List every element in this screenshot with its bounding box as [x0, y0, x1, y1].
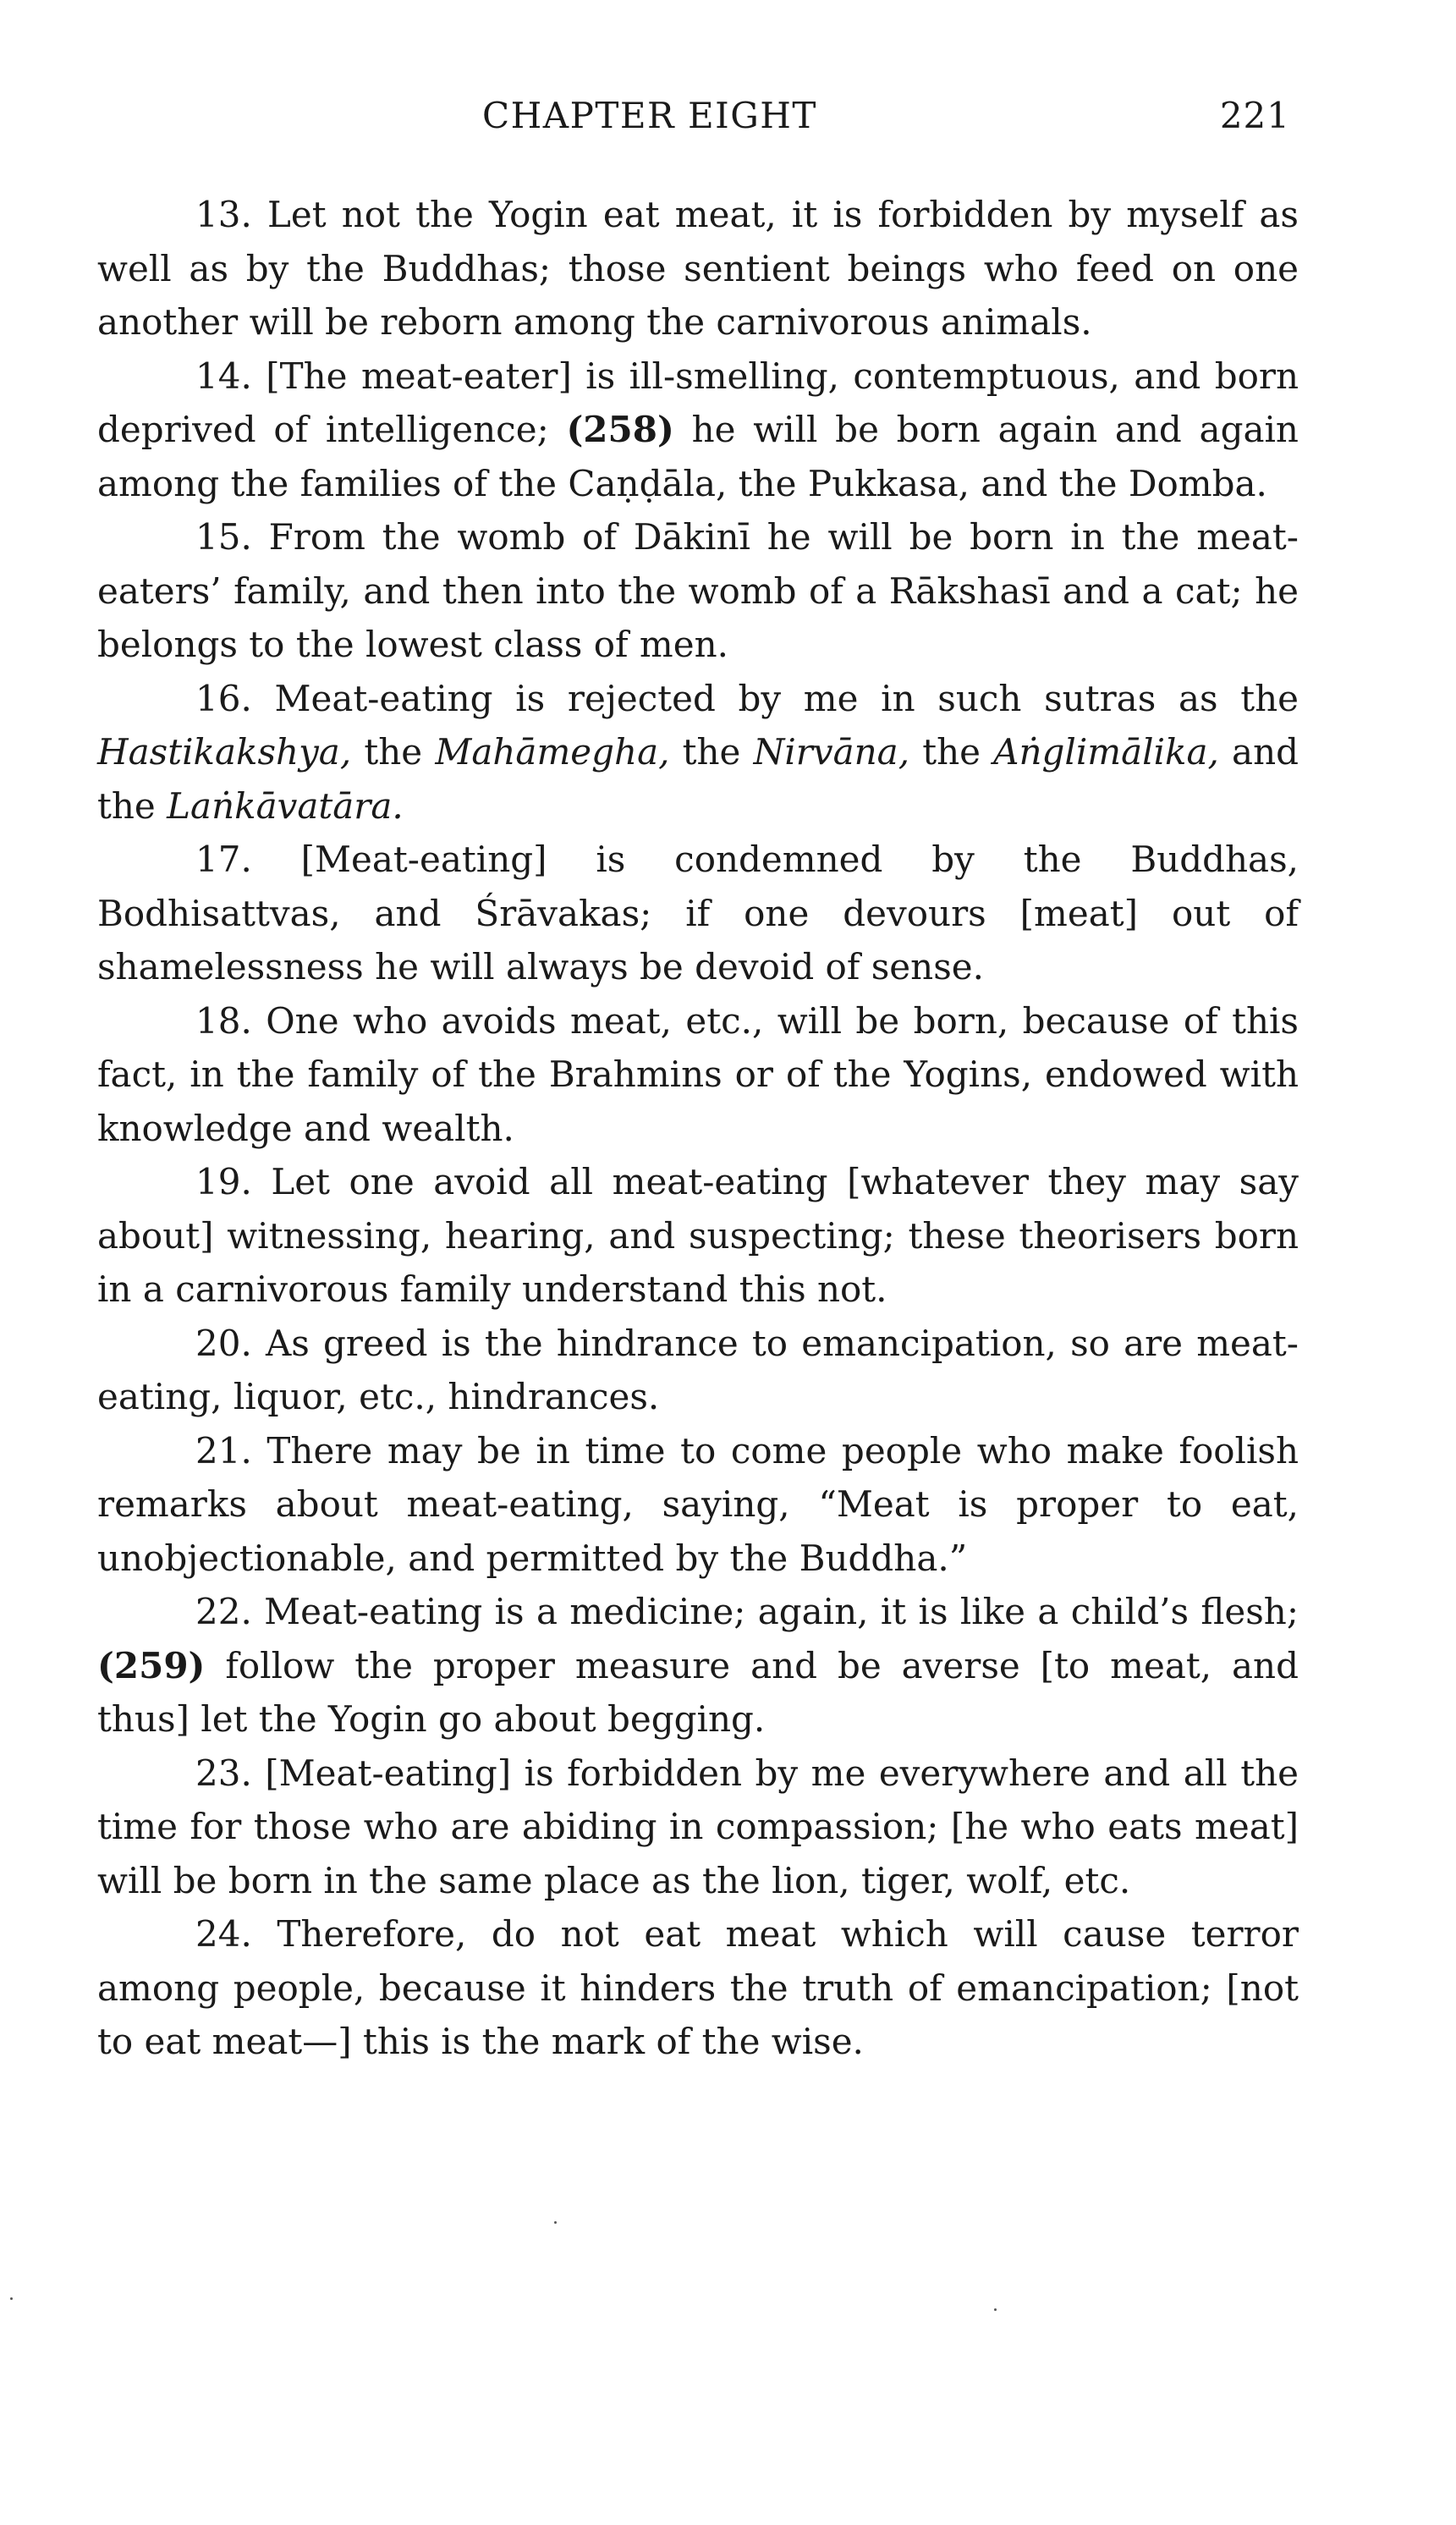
verse-text: the	[909, 731, 994, 773]
sutra-title: Nirvāna,	[753, 731, 910, 773]
sutra-title: Hastikakshya,	[97, 731, 352, 773]
verse-14	[97, 349, 1299, 511]
verse-text: the	[351, 731, 436, 773]
verse-text: 16. Meat-eating is rejected by me in such sutras as the	[195, 677, 1299, 719]
verse-21: 21. There may be in time to come people who make foolish remarks about meat-eating, saying, “Meat is proper to eat, unobjectionable, and permitted by the Buddha.”	[97, 1429, 1299, 1579]
sutra-title: Mahāmegha,	[435, 731, 670, 773]
sutra-title: Laṅkāvatāra.	[167, 784, 404, 827]
verse-text: he will be born again and again among the families of the Caṇḍāla, the Pukkasa, and the Domba.	[97, 409, 1299, 504]
verse-text: and the	[97, 731, 1299, 827]
verse-16	[97, 672, 1299, 833]
verse-17: 17. [Meat-eating] is condemned by the Buddhas, Bodhisattvas, and Śrāvakas; if one devours [meat] out of shamelessness he will always be devoid of sense.	[97, 839, 1299, 987]
page-ref-marker: (258)	[566, 409, 674, 450]
verse-13: 13. Let not the Yogin eat meat, it is forbidden by myself as well as by the Buddhas; those sentient beings who feed on one another will be reborn among the carnivorous animals.	[97, 194, 1299, 343]
verse-20: 20. As greed is the hindrance to emancipation, so are meat-eating, liquor, etc., hindrances.	[97, 1322, 1299, 1417]
verse-text: 14. [The meat-eater] is ill-smelling, contemptuous, and born deprived of intelligence;	[97, 355, 1299, 450]
verse-23: 23. [Meat-eating] is forbidden by me everywhere and all the time for those who are abiding in compassion; [he who eats meat] will be born in the same place as the lion, tiger, wolf, etc.	[97, 1752, 1299, 1901]
verse-24: 24. Therefore, do not eat meat which will cause terror among people, because it hinders the truth of emancipation; [not to eat meat—] this is the mark of the wise.	[97, 1913, 1299, 2062]
verse-22	[97, 1585, 1299, 1747]
verse-text: 22. Meat-eating is a medicine; again, it is like a child’s flesh;	[195, 1591, 1299, 1632]
chapter-title: CHAPTER EIGHT	[482, 95, 817, 136]
print-speck	[994, 2308, 997, 2311]
body-text	[97, 188, 1299, 2069]
page-number: 221	[1219, 95, 1290, 136]
print-speck	[554, 2221, 557, 2224]
verse-19: 19. Let one avoid all meat-eating [whatever they may say about] witnessing, hearing, and suspecting; these theorisers born in a carnivorous family understand this not.	[97, 1161, 1299, 1310]
print-speck	[10, 2297, 13, 2300]
verse-18: 18. One who avoids meat, etc., will be born, because of this fact, in the family of the Brahmins or of the Yogins, endowed with knowledge and wealth.	[97, 999, 1299, 1149]
verse-text: follow the proper measure and be averse [to meat, and thus] let the Yogin go about begging.	[97, 1644, 1299, 1740]
running-head	[97, 95, 1290, 146]
verse-15: 15. From the womb of Dākinī he will be born in the meat-eaters’ family, and then into the womb of a Rākshasī and a cat; he belongs to the lowest class of men.	[97, 516, 1299, 665]
page-ref-marker: (259)	[97, 1644, 206, 1686]
sutra-title: Aṅglimālika,	[993, 731, 1219, 773]
verse-text: the	[669, 731, 754, 773]
